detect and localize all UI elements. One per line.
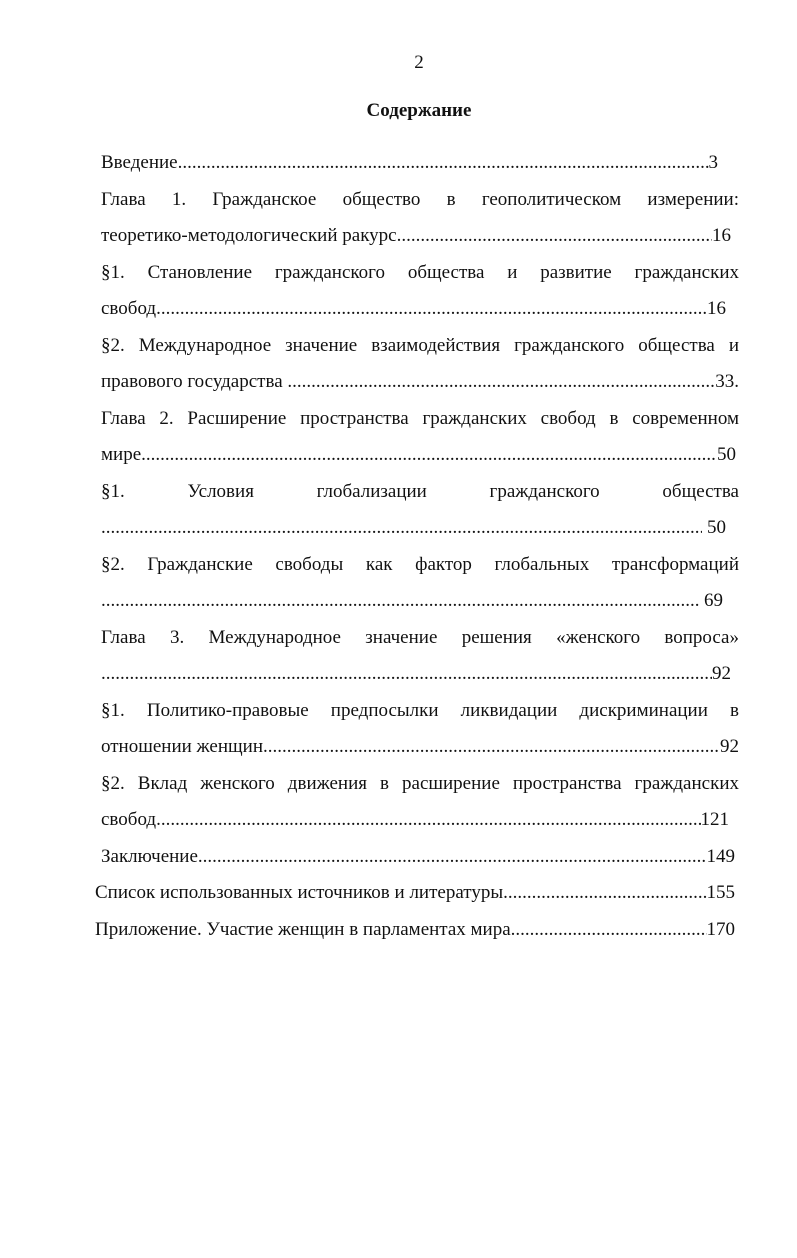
toc-leader-dots [511, 912, 707, 949]
toc-entry-title: §2. Гражданские свободы как фактор глобальных трансформаций [101, 553, 739, 575]
toc-leader-dots [503, 875, 706, 912]
toc-entry-page: 92 [712, 663, 731, 684]
toc-entry-page: 50 [702, 517, 726, 538]
toc-entry-page: 16 [707, 298, 726, 319]
toc-entry-page: 121 [700, 809, 729, 830]
toc-entry-title: §1. Условия глобализации гражданского общества [101, 480, 739, 502]
toc-leader-dots [178, 145, 709, 182]
toc-entry-continuation [101, 583, 723, 620]
toc-leader-dots [101, 656, 712, 693]
toc-leader-dots [156, 291, 707, 328]
toc-entry-bibliography[interactable] [95, 875, 735, 912]
toc-entry-title-cont: теоретико-методологический ракурс [101, 225, 397, 246]
toc-entry-ch3-sec2[interactable] [101, 766, 739, 839]
toc-title: Содержание [366, 100, 472, 121]
toc-entry-ch1-sec1[interactable] [101, 255, 739, 328]
toc-entry-title: §2. Международное значение взаимодействия гражданского общества и [101, 334, 739, 356]
toc-entry-page: 50 [717, 444, 736, 465]
toc-entry-page: 170 [706, 918, 735, 940]
table-of-contents [95, 145, 739, 948]
toc-entry-title-cont: свобод [101, 298, 157, 319]
toc-entry-title: Глава 2. Расширение пространства гражданских свобод в современном [101, 407, 739, 429]
toc-entry-title-cont: мире [101, 444, 142, 465]
toc-entry-ch3-sec1[interactable] [101, 693, 739, 766]
toc-leader-dots [263, 729, 720, 766]
toc-entry-ch2-sec2[interactable] [101, 547, 739, 620]
toc-entry-title: §2. Вклад женского движения в расширение пространства гражданских [101, 772, 739, 794]
toc-leader-dots [156, 802, 700, 839]
toc-leader-dots [397, 218, 712, 255]
toc-leader-dots [101, 510, 702, 547]
toc-entry-title: Глава 3. Международное значение решения «женского вопроса» [101, 626, 739, 648]
toc-entry-title: Приложение. Участие женщин в парламентах мира [95, 918, 511, 940]
toc-entry-title: Список использованных источников и литературы [95, 882, 504, 903]
toc-entry-page: 149 [706, 845, 735, 867]
toc-entry-chapter-2[interactable] [101, 401, 739, 474]
toc-entry-conclusion[interactable] [101, 839, 735, 876]
toc-entry-page: 69 [699, 590, 723, 611]
toc-entry-page: 3 [708, 152, 718, 173]
toc-entry-page: 155 [706, 882, 735, 903]
toc-entry-continuation [101, 364, 739, 401]
toc-entry-title: Заключение [101, 845, 198, 867]
toc-entry-ch2-sec1[interactable] [101, 474, 739, 547]
toc-entry-continuation [101, 291, 726, 328]
toc-entry-continuation [101, 218, 731, 255]
toc-entry-continuation [101, 510, 726, 547]
toc-entry-title: §1. Политико-правовые предпосылки ликвидации дискриминации в [101, 699, 739, 721]
toc-leader-dots [198, 839, 707, 876]
toc-entry-title: Глава 1. Гражданское общество в геополитическом измерении: [101, 188, 739, 210]
toc-entry-title-cont: отношении женщин [101, 736, 263, 757]
toc-entry-continuation [101, 656, 731, 693]
toc-entry-page: 33. [715, 371, 739, 392]
toc-leader-dots [141, 437, 717, 474]
toc-entry-continuation [101, 729, 739, 766]
toc-entry-appendix[interactable] [95, 912, 735, 949]
toc-leader-dots [101, 583, 699, 620]
toc-entry-page: 92 [720, 736, 739, 757]
toc-entry-introduction[interactable] [101, 145, 718, 182]
toc-entry-chapter-1[interactable] [101, 182, 739, 255]
toc-entry-ch1-sec2[interactable] [101, 328, 739, 401]
toc-entry-page: 16 [712, 225, 731, 246]
toc-entry-title: §1. Становление гражданского общества и развитие гражданских [101, 261, 739, 283]
toc-entry-title: Введение [101, 152, 178, 173]
toc-entry-continuation [101, 802, 729, 839]
toc-entry-chapter-3[interactable] [101, 620, 739, 693]
toc-entry-title-cont: свобод [101, 809, 157, 830]
toc-entry-continuation [101, 437, 736, 474]
toc-entry-title-cont: правового государства [101, 371, 288, 392]
toc-leader-dots [287, 364, 715, 401]
page-number: 2 [414, 52, 424, 73]
